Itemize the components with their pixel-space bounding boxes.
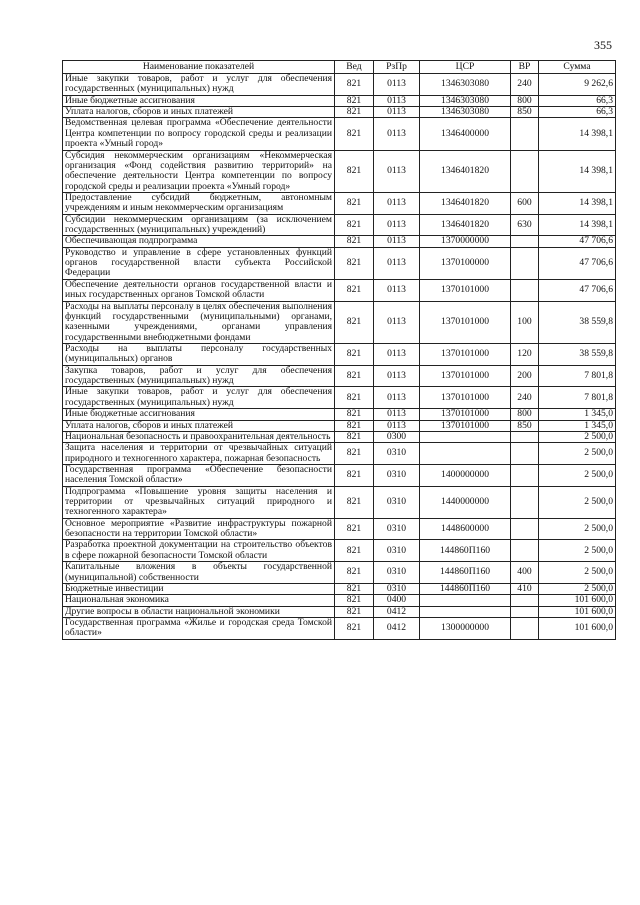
cell-ved: 821 [335, 343, 374, 365]
cell-csr: 1300000000 [420, 617, 511, 639]
cell-sum: 66,3 [539, 95, 616, 106]
cell-sum: 38 559,8 [539, 343, 616, 365]
cell-sum: 2 500,0 [539, 443, 616, 465]
cell-sum: 14 398,1 [539, 150, 616, 192]
header-rzpr: РзПр [374, 61, 420, 74]
table-row [63, 365, 616, 387]
table-row [63, 595, 616, 606]
cell-rzpr: 0113 [374, 247, 420, 279]
header-csr: ЦСР [420, 61, 511, 74]
cell-name: Предоставление субсидий бюджетным, автономным учреждениям и иным некоммерческим организациям [63, 192, 335, 214]
cell-sum: 2 500,0 [539, 562, 616, 584]
budget-table [62, 60, 616, 640]
cell-sum: 38 559,8 [539, 301, 616, 343]
table-row [63, 118, 616, 150]
cell-ved: 821 [335, 301, 374, 343]
cell-ved: 821 [335, 595, 374, 606]
cell-sum: 7 801,8 [539, 387, 616, 409]
cell-vr [511, 236, 539, 247]
table-row [63, 343, 616, 365]
cell-rzpr: 0113 [374, 301, 420, 343]
cell-sum: 47 706,6 [539, 247, 616, 279]
table-row [63, 150, 616, 192]
cell-csr: 1400000000 [420, 464, 511, 486]
cell-ved: 821 [335, 617, 374, 639]
cell-csr: 1370101000 [420, 409, 511, 420]
cell-name: Иные бюджетные ассигнования [63, 409, 335, 420]
cell-name: Уплата налогов, сборов и иных платежей [63, 107, 335, 118]
table-row [63, 583, 616, 594]
cell-ved: 821 [335, 583, 374, 594]
cell-sum: 2 500,0 [539, 540, 616, 562]
cell-rzpr: 0310 [374, 464, 420, 486]
table-row [63, 562, 616, 584]
cell-vr: 100 [511, 301, 539, 343]
cell-vr: 800 [511, 95, 539, 106]
cell-ved: 821 [335, 486, 374, 518]
cell-csr: 1370101000 [420, 387, 511, 409]
cell-rzpr: 0113 [374, 420, 420, 431]
cell-sum: 9 262,6 [539, 74, 616, 96]
cell-sum: 14 398,1 [539, 214, 616, 236]
cell-rzpr: 0310 [374, 443, 420, 465]
cell-vr [511, 486, 539, 518]
cell-name: Субсидия некоммерческим организациям «Некоммерческая организация «Фонд содействия развитию территорий» на обеспечение деятельности Центра компетенции по вопросу городской среды и реализации проекта «Умный город» [63, 150, 335, 192]
table-row [63, 486, 616, 518]
cell-ved: 821 [335, 192, 374, 214]
cell-csr [420, 606, 511, 617]
cell-vr [511, 431, 539, 442]
table-row [63, 301, 616, 343]
cell-csr: 1370000000 [420, 236, 511, 247]
cell-vr [511, 443, 539, 465]
cell-csr: 1440000000 [420, 486, 511, 518]
table-row [63, 74, 616, 96]
cell-vr: 630 [511, 214, 539, 236]
cell-csr: 1346401820 [420, 214, 511, 236]
cell-rzpr: 0113 [374, 279, 420, 301]
table-body [63, 74, 616, 640]
cell-csr: 1346303080 [420, 107, 511, 118]
cell-csr: 1346303080 [420, 95, 511, 106]
table-row [63, 606, 616, 617]
cell-rzpr: 0300 [374, 431, 420, 442]
cell-rzpr: 0113 [374, 409, 420, 420]
cell-vr: 850 [511, 420, 539, 431]
cell-rzpr: 0113 [374, 74, 420, 96]
cell-csr: 1346401820 [420, 150, 511, 192]
cell-csr: 1370101000 [420, 420, 511, 431]
cell-rzpr: 0400 [374, 595, 420, 606]
cell-sum: 2 500,0 [539, 464, 616, 486]
cell-ved: 821 [335, 420, 374, 431]
cell-vr: 120 [511, 343, 539, 365]
cell-rzpr: 0310 [374, 486, 420, 518]
cell-sum: 7 801,8 [539, 365, 616, 387]
cell-name: Государственная программа «Обеспечение безопасности населения Томской области» [63, 464, 335, 486]
cell-vr: 800 [511, 409, 539, 420]
cell-ved: 821 [335, 518, 374, 540]
cell-name: Основное мероприятие «Развитие инфраструктуры пожарной безопасности на территории Томской области» [63, 518, 335, 540]
cell-name: Защита населения и территории от чрезвычайных ситуаций природного и техногенного характера, пожарная безопасность [63, 443, 335, 465]
cell-vr [511, 606, 539, 617]
cell-name: Другие вопросы в области национальной экономики [63, 606, 335, 617]
cell-vr [511, 247, 539, 279]
cell-name: Национальная экономика [63, 595, 335, 606]
cell-ved: 821 [335, 365, 374, 387]
cell-ved: 821 [335, 443, 374, 465]
cell-name: Расходы на выплаты персоналу государственных (муниципальных) органов [63, 343, 335, 365]
cell-csr [420, 443, 511, 465]
cell-name: Разработка проектной документации на строительство объектов в сфере пожарной безопасности Томской области [63, 540, 335, 562]
cell-name: Государственная программа «Жилье и городская среда Томской области» [63, 617, 335, 639]
cell-ved: 821 [335, 464, 374, 486]
cell-sum: 47 706,6 [539, 236, 616, 247]
cell-sum: 1 345,0 [539, 409, 616, 420]
cell-name: Расходы на выплаты персоналу в целях обеспечения выполнения функций государственными (муниципальными) органами, казенными учреждениями, органами управления государственными внебюджетными фондами [63, 301, 335, 343]
cell-name: Ведомственная целевая программа «Обеспечение деятельности Центра компетенции по вопросу городской среды и реализации проекта «Умный город» [63, 118, 335, 150]
cell-rzpr: 0113 [374, 192, 420, 214]
cell-vr: 240 [511, 387, 539, 409]
cell-ved: 821 [335, 387, 374, 409]
cell-rzpr: 0113 [374, 107, 420, 118]
cell-ved: 821 [335, 236, 374, 247]
cell-rzpr: 0113 [374, 95, 420, 106]
cell-rzpr: 0310 [374, 583, 420, 594]
cell-rzpr: 0113 [374, 118, 420, 150]
table-row [63, 247, 616, 279]
cell-vr [511, 150, 539, 192]
cell-name: Национальная безопасность и правоохранительная деятельность [63, 431, 335, 442]
cell-vr: 850 [511, 107, 539, 118]
cell-vr [511, 279, 539, 301]
table-row [63, 409, 616, 420]
cell-csr: 144860П160 [420, 540, 511, 562]
cell-name: Иные закупки товаров, работ и услуг для обеспечения государственных (муниципальных) нужд [63, 387, 335, 409]
cell-sum: 14 398,1 [539, 118, 616, 150]
cell-rzpr: 0113 [374, 214, 420, 236]
cell-ved: 821 [335, 107, 374, 118]
cell-csr: 1370101000 [420, 343, 511, 365]
cell-rzpr: 0412 [374, 606, 420, 617]
cell-name: Бюджетные инвестиции [63, 583, 335, 594]
cell-ved: 821 [335, 150, 374, 192]
cell-ved: 821 [335, 214, 374, 236]
cell-rzpr: 0310 [374, 540, 420, 562]
cell-name: Субсидии некоммерческим организациям (за исключением государственных (муниципальных) учреждений) [63, 214, 335, 236]
table-row [63, 443, 616, 465]
cell-csr: 144860П160 [420, 562, 511, 584]
cell-ved: 821 [335, 74, 374, 96]
table-row [63, 540, 616, 562]
table-row [63, 420, 616, 431]
cell-name: Руководство и управление в сфере установленных функций органов государственной власти субъекта Российской Федерации [63, 247, 335, 279]
page-number: 355 [594, 38, 612, 52]
cell-name: Обеспечение деятельности органов государственной власти и иных государственных органов Томской области [63, 279, 335, 301]
cell-csr: 1346400000 [420, 118, 511, 150]
cell-sum: 2 500,0 [539, 486, 616, 518]
cell-ved: 821 [335, 540, 374, 562]
table-row [63, 236, 616, 247]
cell-csr: 1370101000 [420, 301, 511, 343]
cell-vr: 410 [511, 583, 539, 594]
cell-rzpr: 0310 [374, 562, 420, 584]
cell-ved: 821 [335, 118, 374, 150]
cell-ved: 821 [335, 409, 374, 420]
cell-ved: 821 [335, 95, 374, 106]
cell-csr: 1346401820 [420, 192, 511, 214]
cell-csr: 1346303080 [420, 74, 511, 96]
cell-sum: 2 500,0 [539, 431, 616, 442]
cell-name: Подпрограмма «Повышение уровня защиты населения и территории от чрезвычайных ситуаций природного и техногенного характера» [63, 486, 335, 518]
header-sum: Сумма [539, 61, 616, 74]
cell-sum: 47 706,6 [539, 279, 616, 301]
table-row [63, 107, 616, 118]
header-vr: ВР [511, 61, 539, 74]
cell-vr: 400 [511, 562, 539, 584]
cell-csr: 1370101000 [420, 279, 511, 301]
cell-sum: 1 345,0 [539, 420, 616, 431]
cell-vr [511, 118, 539, 150]
cell-csr [420, 595, 511, 606]
cell-csr: 1448600000 [420, 518, 511, 540]
table-row [63, 431, 616, 442]
cell-name: Капитальные вложения в объекты государственной (муниципальной) собственности [63, 562, 335, 584]
cell-rzpr: 0113 [374, 343, 420, 365]
table-row [63, 617, 616, 639]
cell-sum: 66,3 [539, 107, 616, 118]
cell-ved: 821 [335, 606, 374, 617]
cell-name: Иные бюджетные ассигнования [63, 95, 335, 106]
cell-csr: 1370100000 [420, 247, 511, 279]
cell-vr [511, 540, 539, 562]
cell-name: Уплата налогов, сборов и иных платежей [63, 420, 335, 431]
cell-rzpr: 0310 [374, 518, 420, 540]
cell-rzpr: 0113 [374, 387, 420, 409]
cell-ved: 821 [335, 562, 374, 584]
table-row [63, 95, 616, 106]
cell-csr: 1370101000 [420, 365, 511, 387]
cell-rzpr: 0113 [374, 150, 420, 192]
cell-rzpr: 0412 [374, 617, 420, 639]
cell-ved: 821 [335, 279, 374, 301]
cell-ved: 821 [335, 247, 374, 279]
header-name: Наименование показателей [63, 61, 335, 74]
cell-name: Обеспечивающая подпрограмма [63, 236, 335, 247]
cell-vr [511, 617, 539, 639]
header-ved: Вед [335, 61, 374, 74]
cell-csr: 144860П160 [420, 583, 511, 594]
cell-sum: 2 500,0 [539, 583, 616, 594]
cell-rzpr: 0113 [374, 236, 420, 247]
table-row [63, 387, 616, 409]
cell-sum: 2 500,0 [539, 518, 616, 540]
table-row [63, 192, 616, 214]
cell-name: Иные закупки товаров, работ и услуг для обеспечения государственных (муниципальных) нужд [63, 74, 335, 96]
cell-vr [511, 595, 539, 606]
table-row [63, 518, 616, 540]
cell-rzpr: 0113 [374, 365, 420, 387]
cell-vr [511, 464, 539, 486]
table-header [63, 61, 616, 74]
cell-vr: 240 [511, 74, 539, 96]
cell-ved: 821 [335, 431, 374, 442]
cell-sum: 101 600,0 [539, 606, 616, 617]
cell-name: Закупка товаров, работ и услуг для обеспечения государственных (муниципальных) нужд [63, 365, 335, 387]
table-row [63, 464, 616, 486]
cell-csr [420, 431, 511, 442]
table-row [63, 279, 616, 301]
cell-vr [511, 518, 539, 540]
header-row [63, 61, 616, 74]
cell-vr: 600 [511, 192, 539, 214]
cell-sum: 101 600,0 [539, 617, 616, 639]
table-row [63, 214, 616, 236]
cell-sum: 14 398,1 [539, 192, 616, 214]
cell-sum: 101 600,0 [539, 595, 616, 606]
cell-vr: 200 [511, 365, 539, 387]
